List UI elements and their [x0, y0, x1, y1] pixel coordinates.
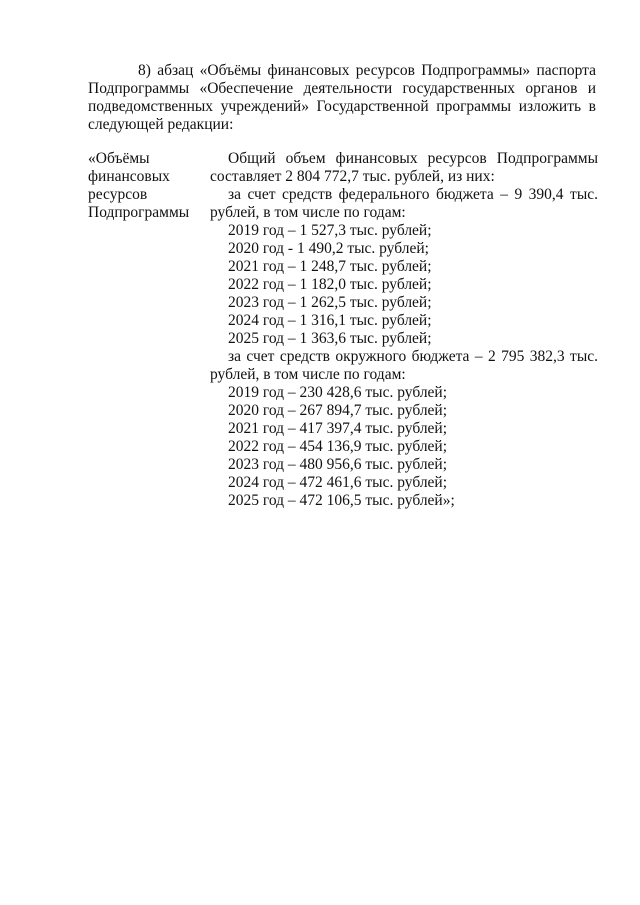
label-line: «Объёмы — [88, 150, 150, 167]
federal-year-line: 2023 год – 1 262,5 тыс. рублей; — [228, 294, 432, 311]
federal-year-line: 2022 год – 1 182,0 тыс. рублей; — [228, 276, 432, 293]
intro-line: 8) абзац «Объёмы финансовых ресурсов Подпрограммы» паспорта — [138, 62, 596, 79]
district-year-line: 2021 год – 417 397,4 тыс. рублей; — [228, 420, 448, 437]
district-year-line: 2025 год – 472 106,5 тыс. рублей»; — [228, 492, 455, 509]
federal-intro-line: за счет средств федерального бюджета – 9 390,4 тыс. — [228, 186, 598, 203]
federal-year-line: 2019 год – 1 527,3 тыс. рублей; — [228, 222, 432, 239]
total-line: составляет 2 804 772,7 тыс. рублей, из них: — [210, 168, 495, 185]
total-line: Общий объем финансовых ресурсов Подпрограммы — [228, 150, 598, 167]
financing-table — [88, 150, 598, 510]
label-line: ресурсов — [88, 186, 148, 203]
intro-line: следующей редакции: — [88, 116, 234, 133]
district-year-line: 2020 год – 267 894,7 тыс. рублей; — [228, 402, 448, 419]
table-label-column — [88, 150, 210, 510]
label-line: Подпрограммы — [88, 204, 190, 221]
district-year-line: 2024 год – 472 461,6 тыс. рублей; — [228, 474, 448, 491]
table-value-column — [210, 150, 598, 510]
district-year-line: 2023 год – 480 956,6 тыс. рублей; — [228, 456, 448, 473]
federal-year-line: 2021 год – 1 248,7 тыс. рублей; — [228, 258, 432, 275]
federal-year-line: 2020 год - 1 490,2 тыс. рублей; — [228, 240, 429, 257]
label-line: финансовых — [88, 168, 170, 185]
district-year-line: 2022 год – 454 136,9 тыс. рублей; — [228, 438, 448, 455]
federal-year-line: 2025 год – 1 363,6 тыс. рублей; — [228, 330, 432, 347]
district-year-line: 2019 год – 230 428,6 тыс. рублей; — [228, 384, 448, 401]
district-intro-line: за счет средств окружного бюджета – 2 795 382,3 тыс. — [228, 348, 598, 365]
intro-line: подведомственных учреждений» Государственной программы изложить в — [88, 98, 596, 115]
intro-paragraph — [88, 62, 596, 134]
intro-line: Подпрограммы «Обеспечение деятельности государственных органов и — [88, 80, 596, 97]
district-intro-line: рублей, в том числе по годам: — [210, 366, 406, 383]
federal-intro-line: рублей, в том числе по годам: — [210, 204, 406, 221]
federal-year-line: 2024 год – 1 316,1 тыс. рублей; — [228, 312, 432, 329]
